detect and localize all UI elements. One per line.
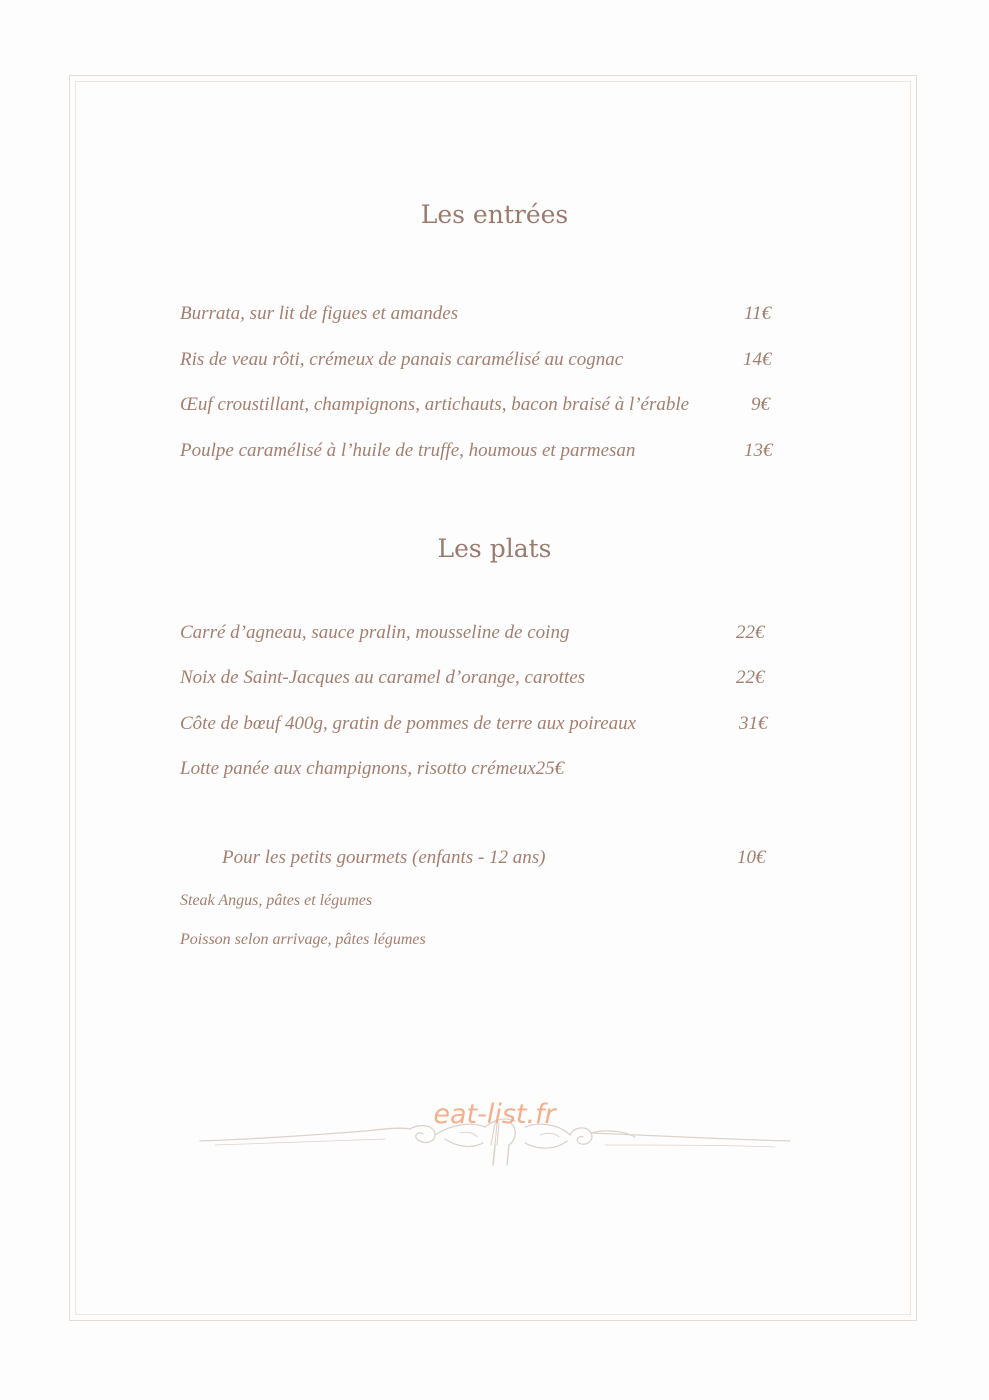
kids-menu-item: Poisson selon arrivage, pâtes légumes: [180, 931, 426, 948]
menu-item: [180, 756, 780, 782]
menu-item-name: Œuf croustillant, champignons, artichauts, bacon braisé à l’érable: [180, 394, 690, 415]
menu-item-name: Ris de veau rôti, crémeux de panais caramélisé au cognac: [180, 349, 624, 370]
menu-item-price: 9€: [751, 394, 770, 415]
menu-item: [180, 347, 780, 373]
menu-item-price: 14€: [743, 349, 772, 370]
menu-item-price: 11€: [744, 303, 772, 324]
menu-item-name: Poulpe caramélisé à l’huile de truffe, houmous et parmesan: [180, 440, 636, 461]
menu-item-name: Noix de Saint-Jacques au caramel d’orange, carottes: [180, 667, 586, 688]
menu-item: [180, 665, 780, 691]
menu-item-name: Carré d’agneau, sauce pralin, mousseline de coing: [180, 622, 570, 643]
kids-menu-item: Steak Angus, pâtes et légumes: [180, 892, 373, 909]
menu-item-price: 31€: [739, 713, 768, 734]
menu-item-price: 22€: [736, 622, 765, 643]
menu-item: [180, 620, 780, 646]
watermark: eat-list.fr: [433, 1099, 556, 1130]
menu-item: [180, 301, 780, 327]
menu-item-price: 22€: [736, 667, 765, 688]
menu-item-name: Burrata, sur lit de figues et amandes: [180, 303, 459, 324]
kids-menu-title: Pour les petits gourmets (enfants - 12 ans): [222, 847, 546, 868]
kids-menu-price: 10€: [737, 847, 766, 868]
menu-item: [180, 392, 780, 418]
menu-item-name: Côte de bœuf 400g, gratin de pommes de terre aux poireaux: [180, 713, 637, 734]
menu-item: [180, 438, 780, 464]
menu-item-name: Lotte panée aux champignons, risotto crémeux25€: [180, 758, 565, 779]
menu-item: [180, 711, 780, 737]
entrees-heading: Les entrées: [420, 200, 569, 229]
menu-item-price: 13€: [744, 440, 773, 461]
plats-heading: Les plats: [437, 534, 552, 563]
